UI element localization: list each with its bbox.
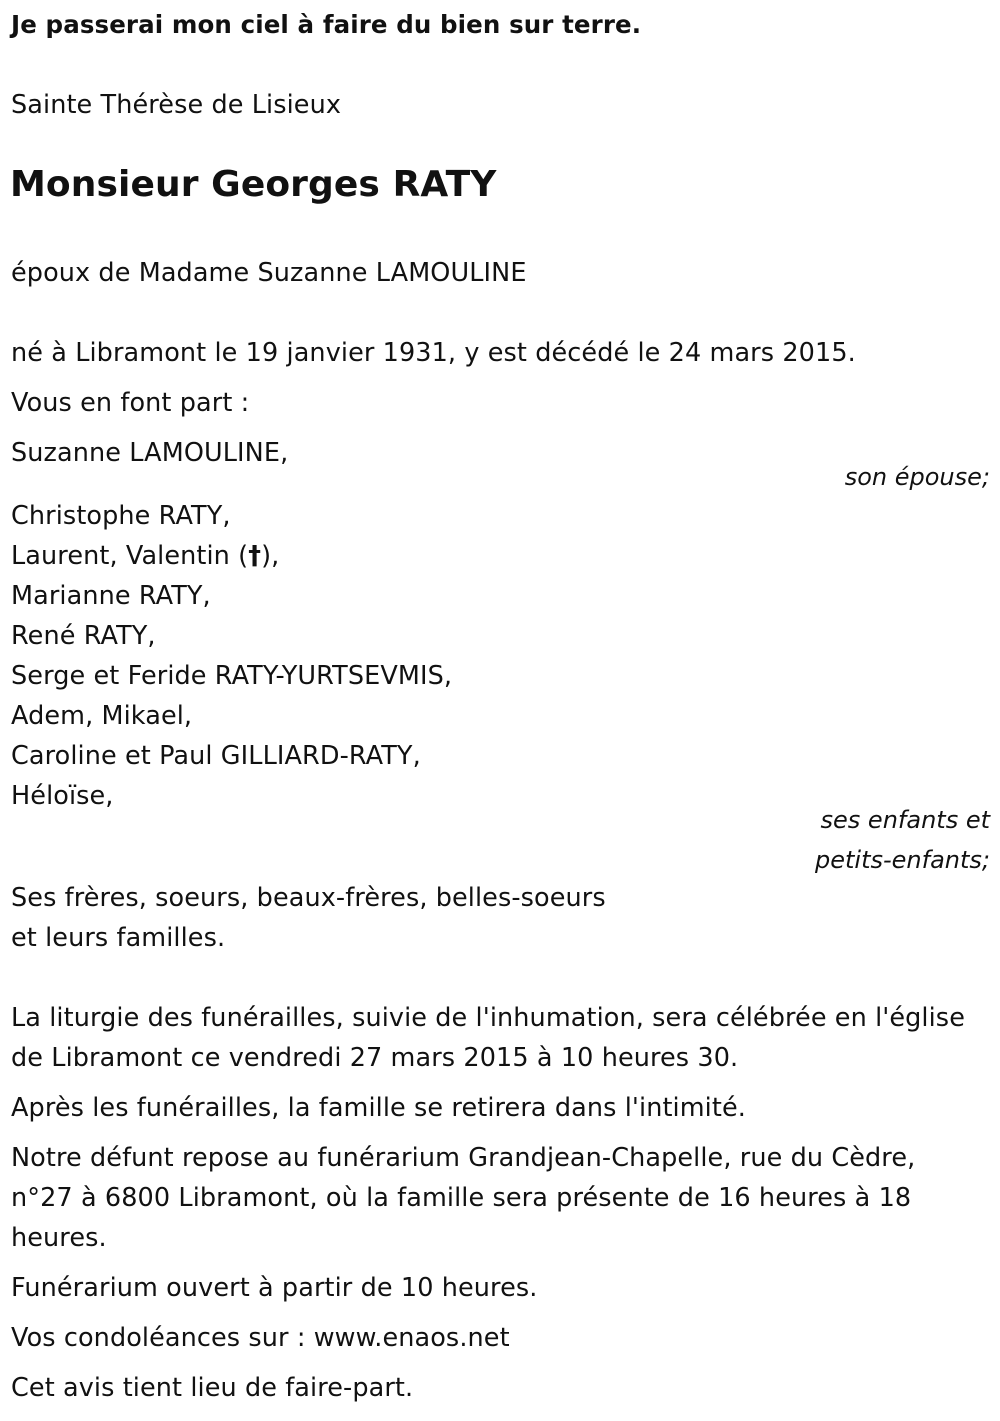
siblings-line: Ses frères, soeurs, beaux-frères, belles-soeurs: [11, 883, 606, 913]
child-name: Laurent, Valentin (: [11, 541, 249, 571]
child-suffix: ),: [261, 541, 280, 571]
children-role: ses enfants et: [820, 806, 990, 834]
repose-line: Notre défunt repose au funérarium Grandjean-Chapelle, rue du Cèdre,: [11, 1143, 916, 1173]
child-line: Christophe RATY,: [11, 501, 231, 531]
spouse-name: Suzanne LAMOULINE,: [11, 438, 289, 468]
liturgy-line: de Libramont ce vendredi 27 mars 2015 à 10 heures 30.: [11, 1043, 739, 1073]
child-line: Caroline et Paul GILLIARD-RATY,: [11, 741, 421, 771]
notice-line: Cet avis tient lieu de faire-part.: [11, 1373, 414, 1403]
spouse-line: époux de Madame Suzanne LAMOULINE: [11, 258, 527, 288]
deceased-name: Monsieur Georges RATY: [10, 164, 497, 205]
after-funeral-line: Après les funérailles, la famille se retirera dans l'intimité.: [11, 1093, 746, 1123]
birth-death-line: né à Libramont le 19 janvier 1931, y est décédé le 24 mars 2015.: [11, 338, 856, 368]
cross-icon: †: [248, 541, 262, 571]
opening-hours-line: Funérarium ouvert à partir de 10 heures.: [11, 1273, 538, 1303]
child-line: René RATY,: [11, 621, 156, 651]
child-line: Adem, Mikael,: [11, 701, 193, 731]
repose-line: n°27 à 6800 Libramont, où la famille sera présente de 16 heures à 18: [11, 1183, 912, 1213]
siblings-line: et leurs familles.: [11, 923, 226, 953]
child-line: Serge et Feride RATY-YURTSEVMIS,: [11, 661, 453, 691]
child-line-with-cross: [11, 541, 280, 571]
repose-line: heures.: [11, 1223, 107, 1253]
child-line: Marianne RATY,: [11, 581, 211, 611]
liturgy-line: La liturgie des funérailles, suivie de l'inhumation, sera célébrée en l'église: [11, 1003, 965, 1033]
children-role: petits-enfants;: [815, 846, 990, 874]
condolences-line: Vos condoléances sur : www.enaos.net: [11, 1323, 510, 1353]
quote: Je passerai mon ciel à faire du bien sur terre.: [11, 10, 642, 39]
child-line: Héloïse,: [11, 781, 114, 811]
announcement-intro: Vous en font part :: [11, 388, 250, 418]
spouse-role: son épouse;: [844, 463, 990, 491]
quote-author: Sainte Thérèse de Lisieux: [11, 90, 342, 120]
